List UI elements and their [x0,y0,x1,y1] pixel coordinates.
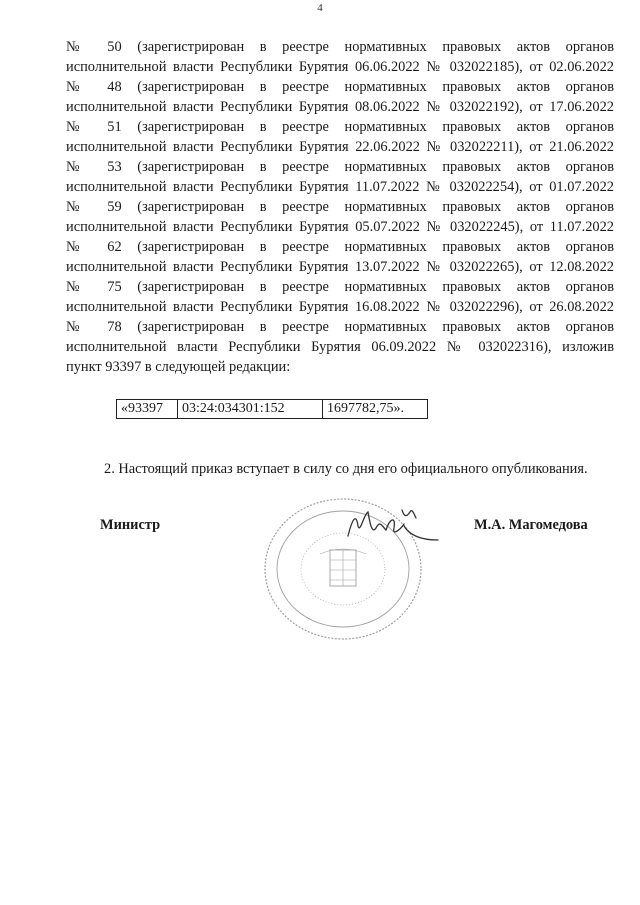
body-line: № 62 (зарегистрирован в реестре нормативных правовых актов органов [66,239,614,255]
body-text [66,37,614,377]
table-cell-cadastral-number: 03:24:034301:152 [178,400,323,419]
body-line: исполнительной власти Республики Бурятия 13.07.2022 № 032022265), от 12.08.2022 [66,259,614,275]
body-line: № 75 (зарегистрирован в реестре нормативных правовых актов органов [66,279,614,295]
amendment-table [116,399,428,419]
body-line: № 78 (зарегистрирован в реестре нормативных правовых актов органов [66,319,614,335]
body-line: № 50 (зарегистрирован в реестре нормативных правовых актов органов [66,39,614,55]
body-line: № 59 (зарегистрирован в реестре нормативных правовых актов органов [66,199,614,215]
page-number: 4 [317,2,323,14]
body-line: исполнительной власти Республики Бурятия 05.07.2022 № 032022245), от 11.07.2022 [66,219,614,235]
body-line: пункт 93397 в следующей редакции: [66,359,291,375]
table-cell-item-number: «93397 [117,400,178,419]
body-line: № 51 (зарегистрирован в реестре нормативных правовых актов органов [66,119,614,135]
body-line: исполнительной власти Республики Бурятия 16.08.2022 № 032022296), от 26.08.2022 [66,299,614,315]
table-row [117,400,428,419]
body-line: исполнительной власти Республики Бурятия 11.07.2022 № 032022254), от 01.07.2022 [66,179,614,195]
signatory-title: Министр [100,517,161,533]
clause-2: 2. Настоящий приказ вступает в силу со дня его официального опубликования. [104,461,588,477]
body-line: исполнительной власти Республики Бурятия 06.06.2022 № 032022185), от 02.06.2022 [66,59,614,75]
body-line: исполнительной власти Республики Бурятия 22.06.2022 № 032022211), от 21.06.2022 [66,139,614,155]
body-line: исполнительной власти Республики Бурятия 08.06.2022 № 032022192), от 17.06.2022 [66,99,614,115]
signatory-name: М.А. Магомедова [474,517,588,533]
body-line: № 48 (зарегистрирован в реестре нормативных правовых актов органов [66,79,614,95]
body-line: № 53 (зарегистрирован в реестре нормативных правовых актов органов [66,159,614,175]
body-line: исполнительной власти Республики Бурятия 06.09.2022 № 032022316), изложив [66,339,614,355]
table-cell-value: 1697782,75». [323,400,428,419]
signature [342,500,442,550]
